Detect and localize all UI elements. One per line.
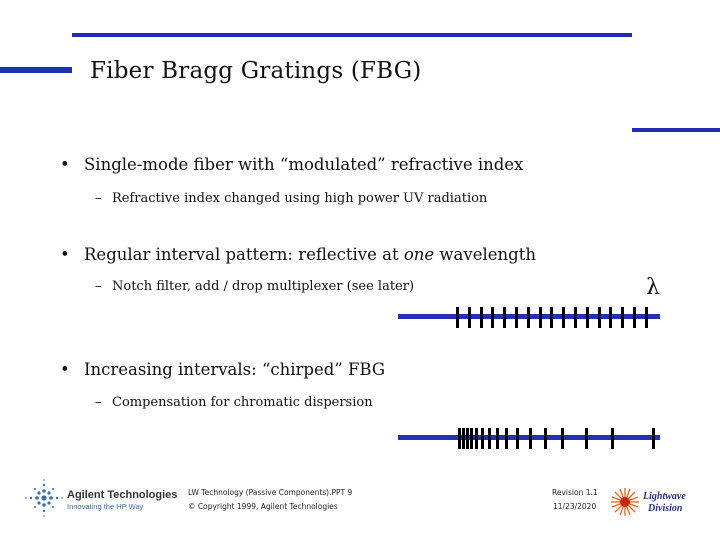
grating-line (480, 307, 483, 328)
footer-revision: Revision 1.1 (552, 488, 598, 497)
chirped-grating-line (488, 428, 491, 449)
bullet-1 (60, 155, 524, 174)
grating-line (468, 307, 471, 328)
chirped-grating-line (475, 428, 478, 449)
chirped-grating-line (496, 428, 499, 449)
top-divider-bar (72, 33, 632, 37)
sub-bullet-2 (95, 279, 415, 294)
grating-line (621, 307, 624, 328)
agilent-name: Agilent Technologies (67, 489, 178, 501)
left-accent-bar (0, 67, 72, 73)
bullet-3 (60, 360, 386, 379)
grating-line (562, 307, 565, 328)
grating-line (586, 307, 589, 328)
sub-dash: – (95, 279, 102, 294)
grating-line (527, 307, 530, 328)
grating-line (539, 307, 542, 328)
starburst-icon (611, 488, 639, 516)
chirped-grating-line (544, 428, 547, 449)
chirped-grating-line (470, 428, 473, 449)
sub-bullet-1-text: Refractive index changed using high power UV radiation (112, 191, 488, 206)
slide-title: Fiber Bragg Gratings (FBG) (90, 58, 422, 84)
chirped-grating-line (529, 428, 532, 449)
chirped-grating-line (458, 428, 461, 449)
sub-bullet-1 (95, 191, 488, 206)
sub-dash: – (95, 191, 102, 206)
grating-line (574, 307, 577, 328)
grating-line (598, 307, 601, 328)
lambda-symbol: λ (646, 275, 660, 300)
right-accent-bar (632, 128, 720, 132)
chirped-grating-line (611, 428, 614, 449)
bullet-dot: • (60, 155, 70, 174)
chirped-grating-line (481, 428, 484, 449)
bullet-2-text-pre: Regular interval pattern: reflective at (84, 245, 404, 264)
bullet-3-text: Increasing intervals: “chirped” FBG (84, 360, 386, 379)
grating-line (550, 307, 553, 328)
grating-line (456, 307, 459, 328)
grating-line (609, 307, 612, 328)
bullet-2-text-emphasis: one (403, 245, 435, 264)
bullet-dot: • (60, 245, 70, 264)
chirped-grating-line (652, 428, 655, 449)
footer-copyright: © Copyright 1999, Agilent Technologies (188, 502, 338, 511)
grating-line (491, 307, 494, 328)
division-text: Division (648, 503, 683, 514)
grating-line (633, 307, 636, 328)
sub-bullet-3 (95, 395, 373, 410)
sub-bullet-2-text: Notch filter, add / drop multiplexer (see later) (112, 279, 415, 294)
chirped-grating-line (561, 428, 564, 449)
sub-bullet-3-text: Compensation for chromatic dispersion (112, 395, 373, 410)
chirped-grating-line (585, 428, 588, 449)
footer-filename: LW Technology (Passive Components).PPT 9 (188, 488, 353, 497)
grating-line (645, 307, 648, 328)
sub-dash: – (95, 395, 102, 410)
chirped-grating-line (505, 428, 508, 449)
agilent-spark-icon (25, 479, 63, 517)
bullet-dot: • (60, 360, 70, 379)
bullet-2 (60, 245, 536, 264)
agilent-tagline: Innovating the HP Way (67, 502, 144, 511)
lightwave-division-logo (610, 482, 710, 522)
agilent-logo (24, 478, 184, 518)
grating-line (503, 307, 506, 328)
bullet-1-text: Single-mode fiber with “modulated” refractive index (84, 155, 524, 174)
chirped-grating-line (516, 428, 519, 449)
bullet-2-text-post: wavelength (434, 245, 536, 264)
footer-date: 11/23/2020 (553, 502, 597, 511)
chirped-grating-line (462, 428, 465, 449)
chirped-grating-line (466, 428, 469, 449)
grating-line (515, 307, 518, 328)
lightwave-text: Lightwave (643, 491, 686, 502)
